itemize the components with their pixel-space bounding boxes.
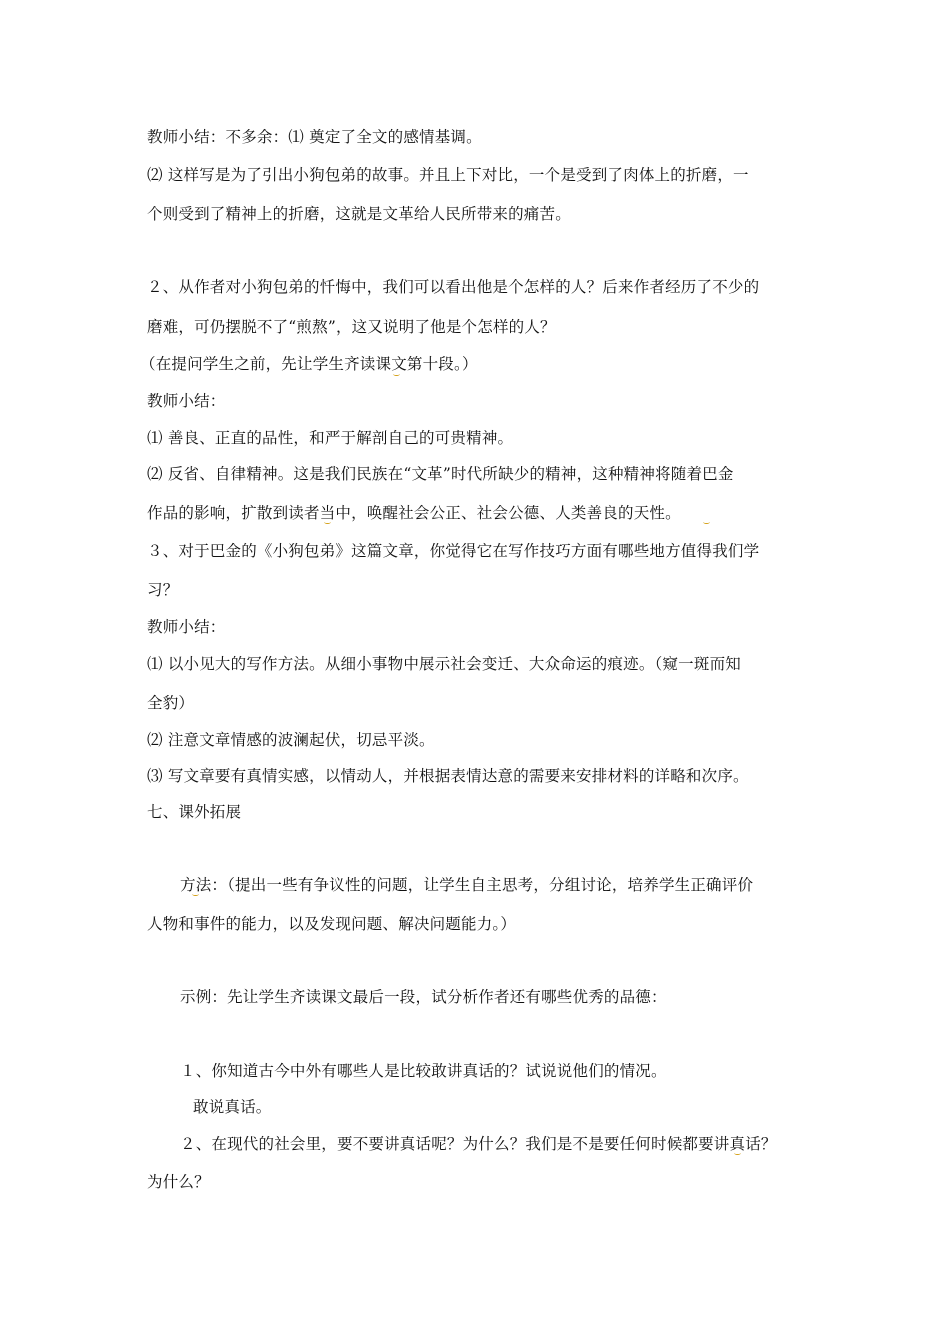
- question-3: ３、对于巴金的《小狗包弟》这篇文章，你觉得它在写作技巧方面有哪些地方值得我们学: [147, 542, 760, 560]
- section-seven-heading: 七、课外拓展: [147, 803, 242, 821]
- teacher-summary-heading-2: 教师小结：: [147, 618, 226, 636]
- edit-mark: [734, 1151, 741, 1155]
- teacher-summary-1: 教师小结：不多余：⑴ 奠定了全文的感情基调。: [147, 128, 482, 146]
- summary-point-1: ⑴ 善良、正直的品性，和严于解剖自己的可贵精神。: [147, 429, 514, 447]
- question-2-cont: 磨难，可仍摆脱不了“煎熬”，这又说明了他是个怎样的人？: [147, 318, 556, 336]
- extension-question-2: ２、在现代的社会里，要不要讲真话呢？为什么？我们是不是要任何时候都要讲真话？: [180, 1135, 777, 1153]
- reading-note: （在提问学生之前，先让学生齐读课文第十段。）: [140, 355, 478, 373]
- extension-question-2-cont: 为什么？: [147, 1173, 210, 1191]
- summary-point-1c: ⑴ 以小见大的写作方法。从细小事物中展示社会变迁、大众命运的痕迹。（窥一斑而知: [147, 655, 741, 673]
- edit-mark: [324, 520, 331, 524]
- method-paragraph: 方法：（提出一些有争议性的问题，让学生自主思考，分组讨论，培养学生正确评价: [180, 876, 754, 894]
- summary-point-2c: ⑵ 注意文章情感的波澜起伏，切忌平淡。: [147, 731, 435, 749]
- question-2: ２、从作者对小狗包弟的忏悔中，我们可以看出他是个怎样的人？后来作者经历了不少的: [147, 278, 760, 296]
- extension-answer-1: 敢说真话。: [193, 1098, 272, 1116]
- summary-point-2b: ⑵ 反省、自律精神。这是我们民族在“文革”时代所缺少的精神，这种精神将随着巴金: [147, 465, 734, 483]
- summary-point-2-cont: 个则受到了精神上的折磨，这就是文革给人民所带来的痛苦。: [147, 205, 571, 223]
- method-paragraph-cont: 人物和事件的能力，以及发现问题、解决问题能力。）: [147, 915, 517, 933]
- question-3-cont: 习？: [147, 581, 179, 599]
- extension-question-1: １、你知道古今中外有哪些人是比较敢讲真话的？试说说他们的情况。: [180, 1062, 667, 1080]
- summary-point-3c: ⑶ 写文章要有真情实感，以情动人，并根据表情达意的需要来安排材料的详略和次序。: [147, 767, 749, 785]
- example-paragraph: 示例：先让学生齐读课文最后一段，试分析作者还有哪些优秀的品德：: [180, 988, 667, 1006]
- teacher-summary-heading: 教师小结：: [147, 392, 226, 410]
- edit-mark: [393, 372, 400, 376]
- summary-point-2: ⑵ 这样写是为了引出小狗包弟的故事。并且上下对比，一个是受到了肉体上的折磨，一: [147, 166, 749, 184]
- summary-point-1c-cont: 全豹）: [147, 694, 195, 712]
- edit-mark: [703, 520, 710, 524]
- edit-mark: [192, 892, 199, 896]
- summary-point-2b-cont: 作品的影响，扩散到读者当中，唤醒社会公正、社会公德、人类善良的天性。: [147, 504, 681, 522]
